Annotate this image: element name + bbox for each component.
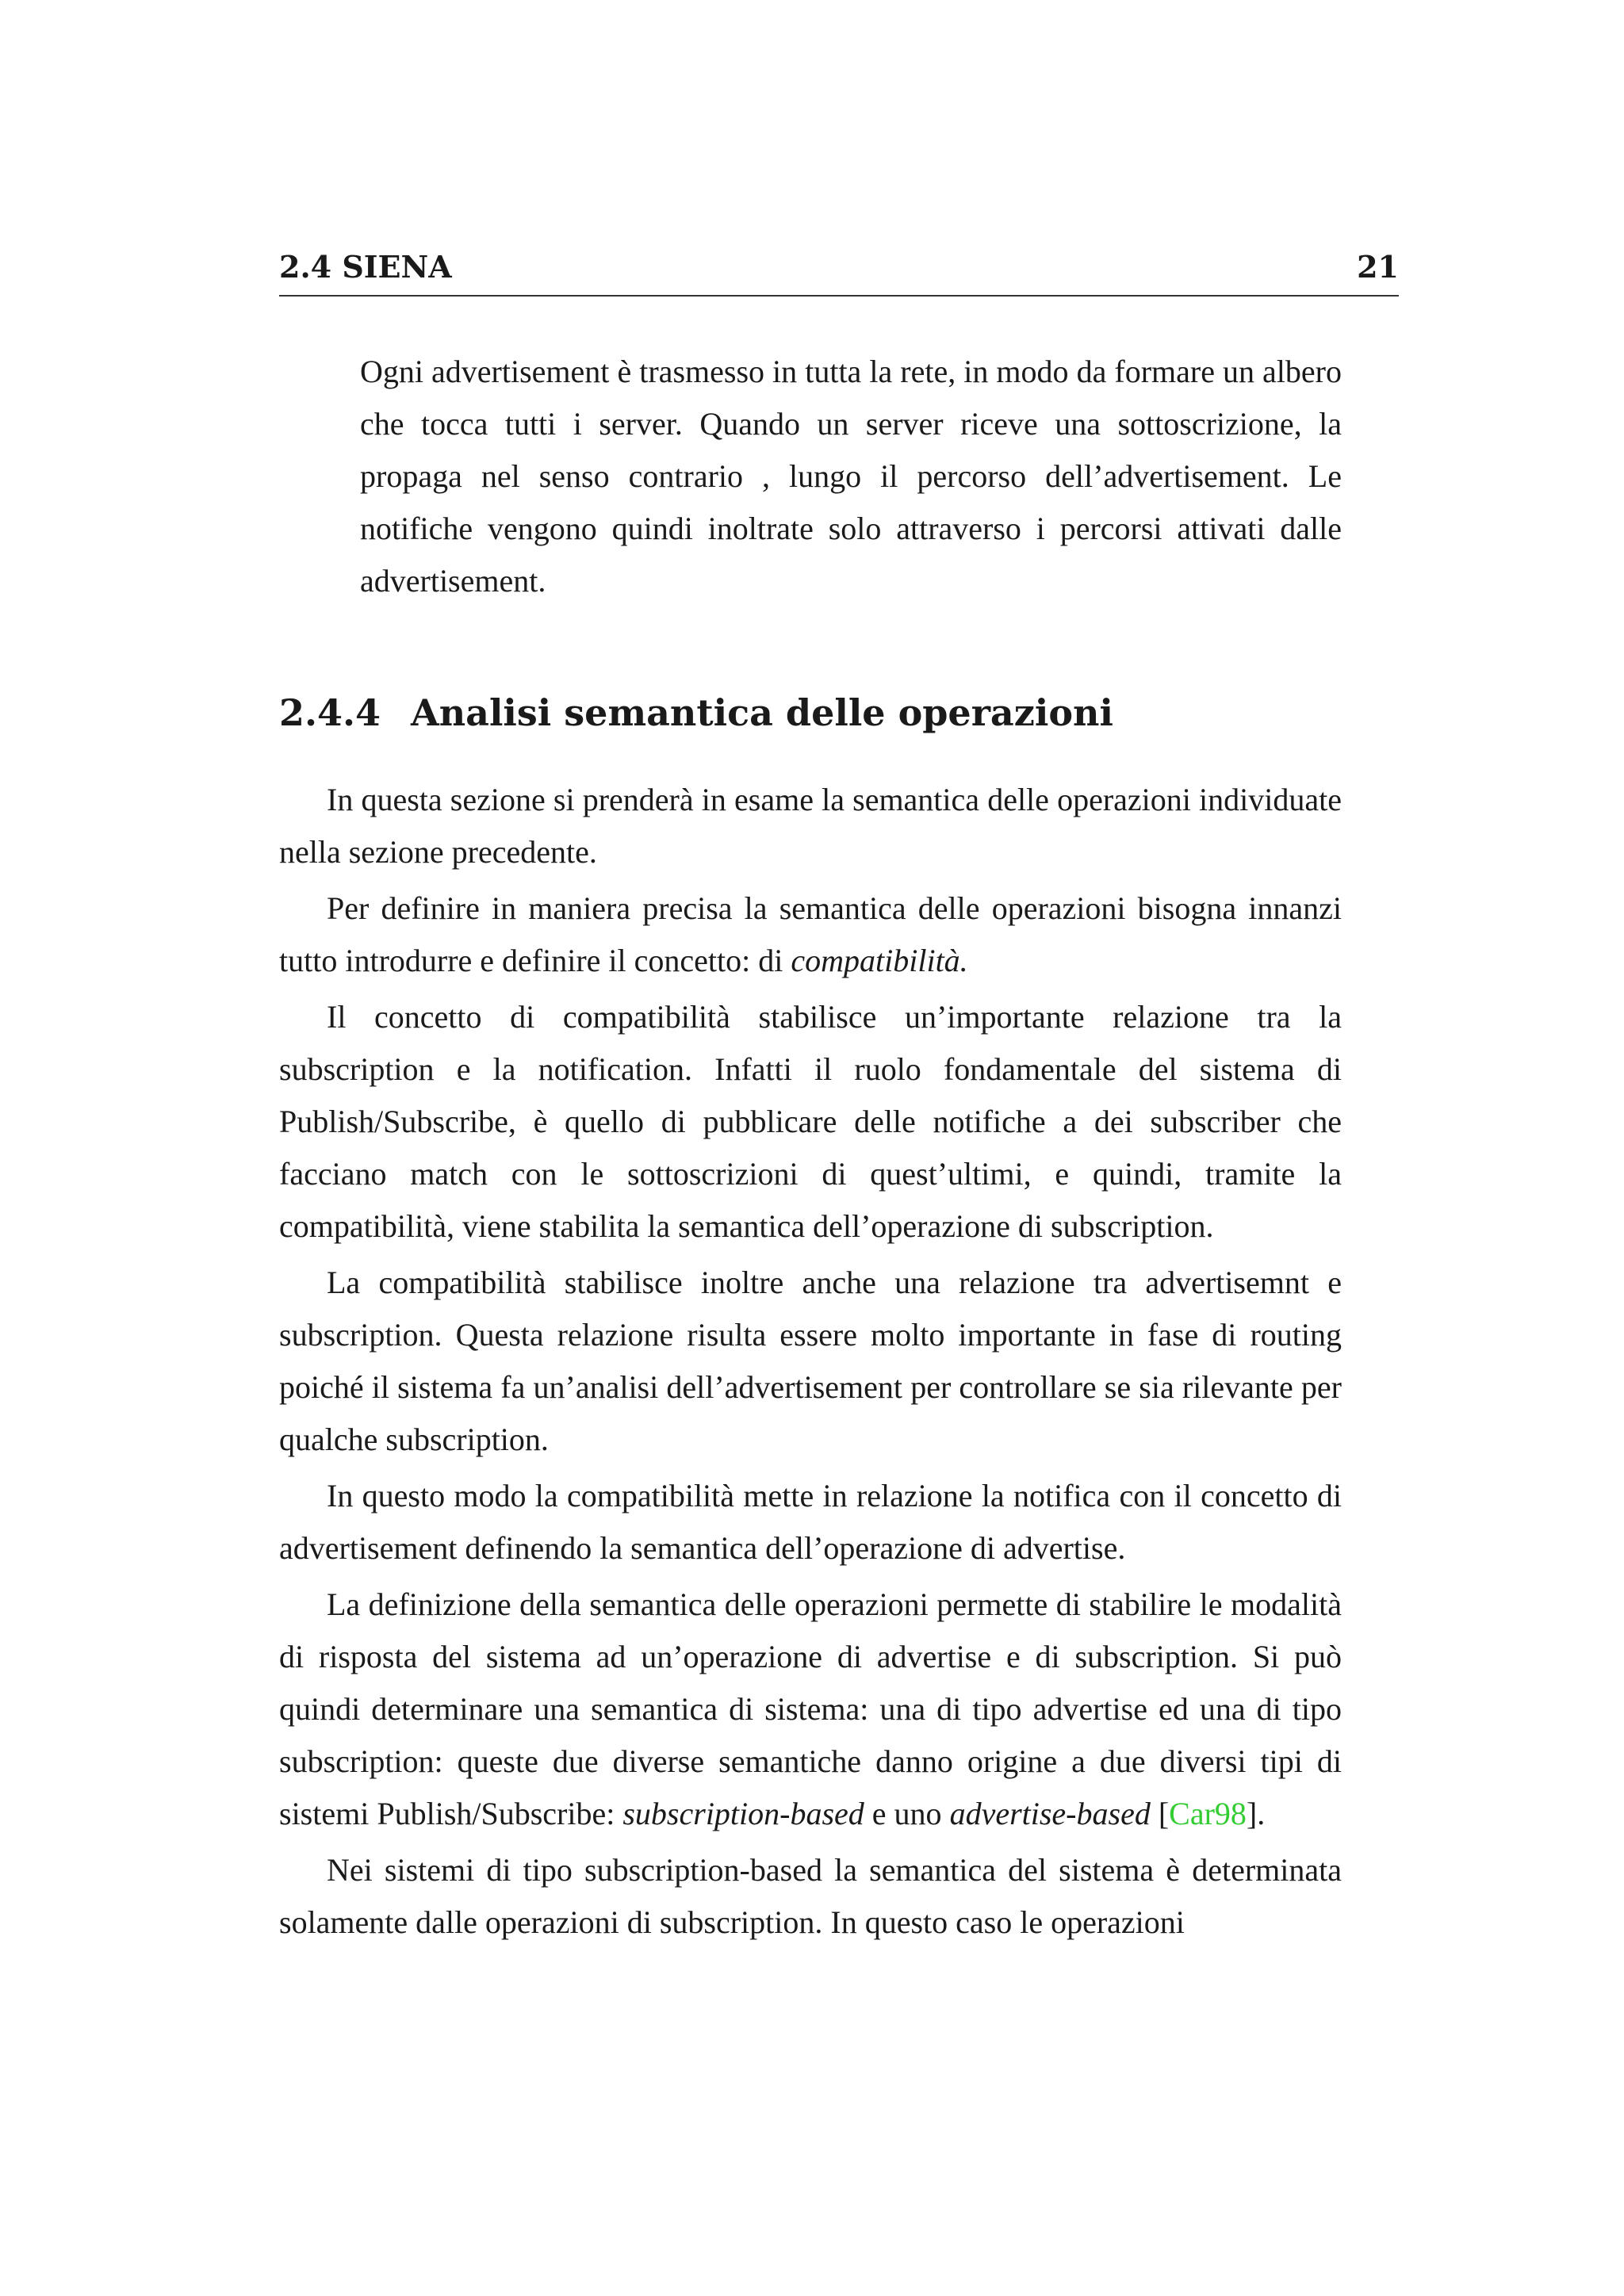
header-section-title: 2.4 SIENA xyxy=(279,249,452,285)
paragraph-text: Per definire in maniera precisa la semantica delle operazioni bisogna innanzi tutto introdurre e definire il concetto: di xyxy=(279,890,1342,978)
citation-link[interactable]: Car98 xyxy=(1169,1796,1247,1831)
emphasis-text: advertise-based xyxy=(949,1796,1151,1831)
paragraph: Il concetto di compatibilità stabilisce un’importante relazione tra la subscription e la notification. Infatti il ruolo fondamentale del sistema di Publish/Subscribe, è quello di pubblicare delle notifiche a dei subscriber che facciano match con le sottoscrizioni di quest’ultimi, e quindi, tramite la compatibilità, viene stabilita la semantica dell’operazione di subscription. xyxy=(279,999,1342,1244)
citation-bracket: ]. xyxy=(1246,1796,1266,1831)
emphasis-text: subscription-based xyxy=(622,1796,864,1831)
citation-bracket: [ xyxy=(1150,1796,1170,1831)
paragraph: In questa sezione si prenderà in esame la semantica delle operazioni individuate nella sezione precedente. xyxy=(279,782,1342,870)
paragraph xyxy=(279,882,1342,987)
paragraph: La compatibilità stabilisce inoltre anche una relazione tra advertisemnt e subscription. Questa relazione risulta essere molto importante in fase di routing poiché il sistema fa un’analisi dell’advertisement per controllare se sia rilevante per qualche subscription. xyxy=(279,1265,1342,1457)
quoted-paragraph: Ogni advertisement è trasmesso in tutta la rete, in modo da formare un albero che tocca tutti i server. Quando un server riceve una sottoscrizione, la propaga nel senso contrario , lungo il percorso dell’advertisement. Le notifiche vengono quindi inoltrate solo attraverso i percorsi attivati dalle advertisement. xyxy=(360,354,1342,599)
paragraph-text: e uno xyxy=(864,1796,950,1831)
emphasis-text: compatibilità. xyxy=(791,943,968,978)
page-number: 21 xyxy=(1357,249,1399,285)
section-title: Analisi semantica delle operazioni xyxy=(411,691,1113,734)
main-text xyxy=(279,774,1342,1953)
paragraph: In questo modo la compatibilità mette in relazione la notifica con il concetto di advertisement definendo la semantica dell’operazione di advertise. xyxy=(279,1478,1342,1566)
section-number: 2.4.4 xyxy=(279,691,381,734)
section-heading xyxy=(279,691,1113,734)
running-header xyxy=(279,249,1399,297)
paragraph: Nei sistemi di tipo subscription-based la semantica del sistema è determinata solamente dalle operazioni di subscription. In questo caso le operazioni xyxy=(279,1852,1342,1940)
paragraph-text: La definizione della semantica delle operazioni permette di stabilire le modalità di risposta del sistema ad un’operazione di advertise e di subscription. Si può quindi determinare una semantica di sistema: una di tipo advertise ed una di tipo subscription: queste due diverse semantiche danno origine a due diversi tipi di sistemi Publish/Subscribe: xyxy=(279,1586,1342,1831)
quoted-block xyxy=(360,346,1342,607)
paragraph xyxy=(279,1578,1342,1840)
